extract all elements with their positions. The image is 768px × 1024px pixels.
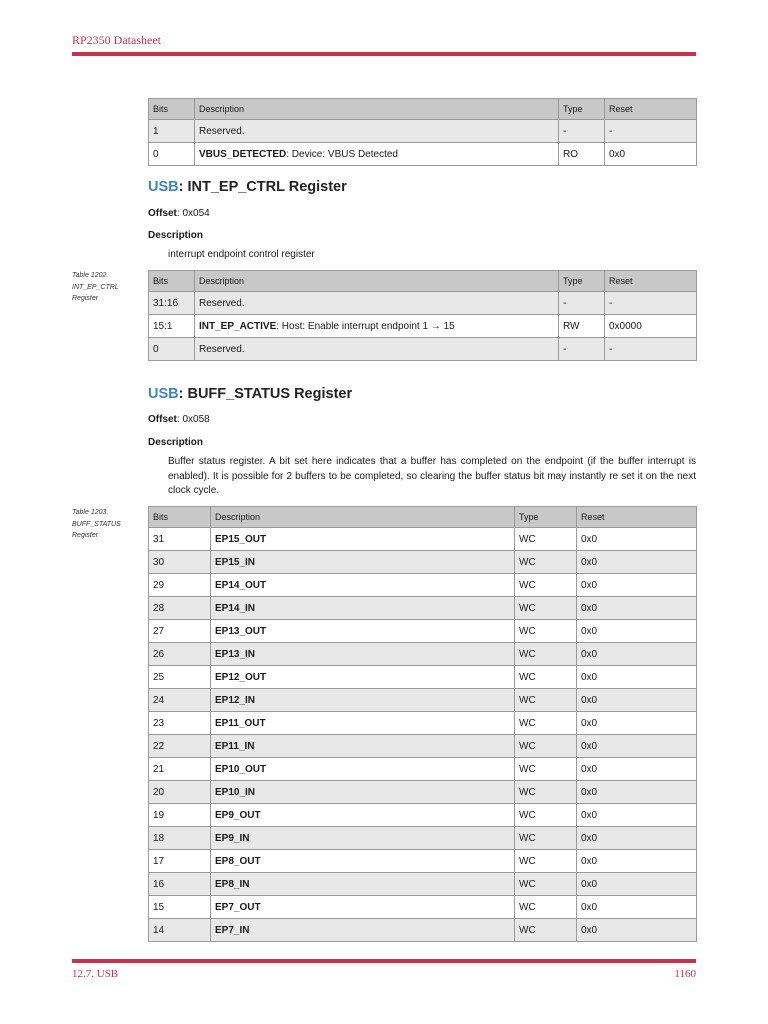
cell-bits: 31: [149, 528, 211, 551]
cell-bits: 22: [149, 735, 211, 758]
cell-bits: 15:1: [149, 315, 195, 338]
cell-reset: 0x0: [577, 551, 697, 574]
table-header-row: [149, 271, 697, 292]
cell-description: [195, 315, 559, 338]
cell-type: WC: [515, 551, 577, 574]
cell-bits: 1: [149, 120, 195, 143]
section-title-int-ep-ctrl: [148, 179, 347, 195]
cell-field-name: EP7_IN: [211, 919, 515, 942]
cell-description: [195, 120, 559, 143]
cell-bits: 16: [149, 873, 211, 896]
section-title-text: : INT_EP_CTRL Register: [178, 179, 347, 195]
table-row: [149, 689, 697, 712]
cell-field-name: EP12_OUT: [211, 666, 515, 689]
field-description: Reserved.: [199, 125, 245, 137]
table-row: [149, 850, 697, 873]
cell-type: WC: [515, 712, 577, 735]
cell-type: RW: [559, 315, 605, 338]
cell-bits: 31:16: [149, 292, 195, 315]
cell-type: WC: [515, 873, 577, 896]
cell-bits: 19: [149, 804, 211, 827]
page-number: 1160: [674, 968, 696, 980]
field-description: Reserved.: [199, 297, 245, 309]
cell-field-name: EP7_OUT: [211, 896, 515, 919]
field-name: INT_EP_ACTIVE: [199, 320, 277, 332]
cell-type: WC: [515, 896, 577, 919]
cell-reset: -: [605, 292, 697, 315]
cell-reset: 0x0: [577, 689, 697, 712]
cell-field-name: EP8_IN: [211, 873, 515, 896]
column-header-reset: Reset: [605, 99, 697, 120]
column-header-type: Type: [559, 99, 605, 120]
cell-field-name: EP13_IN: [211, 643, 515, 666]
cell-description: [195, 338, 559, 361]
cell-bits: 27: [149, 620, 211, 643]
register-offset: [148, 414, 210, 425]
cell-type: WC: [515, 528, 577, 551]
column-header-description: Description: [211, 507, 515, 528]
table-row: [149, 827, 697, 850]
description-label: Description: [148, 437, 204, 448]
column-header-bits: Bits: [149, 99, 195, 120]
cell-type: WC: [515, 620, 577, 643]
cell-bits: 23: [149, 712, 211, 735]
cell-bits: 26: [149, 643, 211, 666]
cell-type: RO: [559, 143, 605, 166]
cell-field-name: EP9_IN: [211, 827, 515, 850]
cell-field-name: EP13_OUT: [211, 620, 515, 643]
cell-type: WC: [515, 804, 577, 827]
cell-type: WC: [515, 827, 577, 850]
table-row: [149, 873, 697, 896]
cell-description: [195, 292, 559, 315]
cell-field-name: EP11_IN: [211, 735, 515, 758]
caption-number: Table 1202.: [72, 272, 109, 279]
offset-value: : 0x054: [176, 208, 210, 219]
offset-value: : 0x058: [176, 414, 210, 425]
cell-field-name: EP15_IN: [211, 551, 515, 574]
cell-field-name: EP9_OUT: [211, 804, 515, 827]
caption-title: BUFF_STATUS: [72, 520, 121, 528]
section-title-buff-status: [148, 386, 352, 402]
footer-section: 12.7. USB: [72, 968, 119, 980]
cell-bits: 25: [149, 666, 211, 689]
table-row: [149, 528, 697, 551]
cell-bits: 20: [149, 781, 211, 804]
cell-reset: 0x0: [577, 666, 697, 689]
cell-type: WC: [515, 781, 577, 804]
table-caption: [72, 507, 144, 542]
column-header-type: Type: [515, 507, 577, 528]
cell-type: WC: [515, 597, 577, 620]
cell-reset: 0x0: [577, 804, 697, 827]
table-row: [149, 919, 697, 942]
column-header-bits: Bits: [149, 507, 211, 528]
usb-link[interactable]: USB: [148, 386, 179, 402]
cell-reset: 0x0: [577, 850, 697, 873]
table-row: [149, 758, 697, 781]
table-row: [149, 338, 697, 361]
cell-reset: 0x0: [577, 827, 697, 850]
table-row: [149, 804, 697, 827]
cell-type: WC: [515, 758, 577, 781]
usb-link[interactable]: USB: [148, 179, 179, 195]
cell-type: -: [559, 120, 605, 143]
register-table-continued: [148, 98, 697, 166]
caption-title: INT_EP_CTRL Register: [72, 283, 119, 302]
cell-field-name: EP10_IN: [211, 781, 515, 804]
cell-reset: 0x0: [577, 758, 697, 781]
register-description: Buffer status register. A bit set here indicates that a buffer has completed on the endpoint (if the buffer interrupt is enabled). It is possible for 2 buffers to be completed, so clearing the buffer status bit may instantly re set it on the next clock cycle.: [168, 456, 696, 496]
register-offset: [148, 208, 210, 219]
column-header-description: Description: [195, 271, 559, 292]
field-description: : Host: Enable interrupt endpoint 1 → 15: [276, 320, 455, 332]
table-header-row: [149, 99, 697, 120]
cell-description: [195, 143, 559, 166]
column-header-reset: Reset: [605, 271, 697, 292]
cell-field-name: EP14_OUT: [211, 574, 515, 597]
cell-reset: -: [605, 338, 697, 361]
cell-reset: 0x0: [577, 919, 697, 942]
table-row: [149, 143, 697, 166]
cell-reset: 0x0: [577, 528, 697, 551]
cell-type: WC: [515, 735, 577, 758]
column-header-type: Type: [559, 271, 605, 292]
table-row: [149, 666, 697, 689]
field-description: : Device: VBUS Detected: [286, 148, 398, 160]
cell-reset: 0x0: [577, 643, 697, 666]
table-row: [149, 643, 697, 666]
cell-reset: 0x0: [577, 712, 697, 735]
table-row: [149, 781, 697, 804]
cell-field-name: EP15_OUT: [211, 528, 515, 551]
cell-bits: 17: [149, 850, 211, 873]
cell-bits: 18: [149, 827, 211, 850]
document-title: RP2350 Datasheet: [72, 33, 161, 47]
column-header-reset: Reset: [577, 507, 697, 528]
table-row: [149, 292, 697, 315]
cell-reset: 0x0: [577, 896, 697, 919]
header-rule: [72, 52, 696, 56]
cell-type: WC: [515, 643, 577, 666]
offset-label: Offset: [148, 208, 177, 219]
cell-bits: 24: [149, 689, 211, 712]
cell-reset: 0x0000: [605, 315, 697, 338]
cell-bits: 14: [149, 919, 211, 942]
column-header-description: Description: [195, 99, 559, 120]
table-row: [149, 712, 697, 735]
cell-bits: 29: [149, 574, 211, 597]
cell-bits: 28: [149, 597, 211, 620]
table-row: [149, 597, 697, 620]
cell-type: WC: [515, 850, 577, 873]
cell-bits: 0: [149, 143, 195, 166]
cell-type: WC: [515, 919, 577, 942]
table-row: [149, 620, 697, 643]
register-description: interrupt endpoint control register: [168, 249, 315, 260]
cell-field-name: EP10_OUT: [211, 758, 515, 781]
table-row: [149, 120, 697, 143]
cell-reset: 0x0: [577, 597, 697, 620]
table-row: [149, 735, 697, 758]
cell-bits: 15: [149, 896, 211, 919]
cell-reset: 0x0: [577, 620, 697, 643]
column-header-bits: Bits: [149, 271, 195, 292]
table-header-row: [149, 507, 697, 528]
caption-title-cont: Register: [72, 532, 99, 539]
footer-rule: [72, 959, 696, 963]
cell-field-name: EP8_OUT: [211, 850, 515, 873]
cell-bits: 21: [149, 758, 211, 781]
cell-type: -: [559, 292, 605, 315]
table-row: [149, 315, 697, 338]
section-title-text: : BUFF_STATUS Register: [178, 386, 353, 402]
table-row: [149, 551, 697, 574]
cell-field-name: EP14_IN: [211, 597, 515, 620]
buff-status-rows: [149, 528, 697, 942]
cell-bits: 0: [149, 338, 195, 361]
field-name: VBUS_DETECTED: [199, 148, 287, 160]
cell-bits: 30: [149, 551, 211, 574]
cell-field-name: EP12_IN: [211, 689, 515, 712]
cell-reset: 0x0: [577, 735, 697, 758]
table-row: [149, 896, 697, 919]
cell-reset: 0x0: [577, 574, 697, 597]
cell-reset: 0x0: [577, 781, 697, 804]
register-table-buff-status: [148, 506, 697, 942]
register-table-int-ep-ctrl: [148, 270, 697, 361]
cell-type: WC: [515, 689, 577, 712]
cell-reset: 0x0: [605, 143, 697, 166]
cell-reset: -: [605, 120, 697, 143]
cell-type: WC: [515, 666, 577, 689]
field-description: Reserved.: [199, 343, 245, 355]
cell-reset: 0x0: [577, 873, 697, 896]
table-caption: [72, 270, 144, 305]
caption-number: Table 1203.: [72, 509, 109, 516]
offset-label: Offset: [148, 414, 177, 425]
cell-field-name: EP11_OUT: [211, 712, 515, 735]
cell-type: WC: [515, 574, 577, 597]
table-row: [149, 574, 697, 597]
cell-type: -: [559, 338, 605, 361]
description-label: Description: [148, 230, 204, 241]
